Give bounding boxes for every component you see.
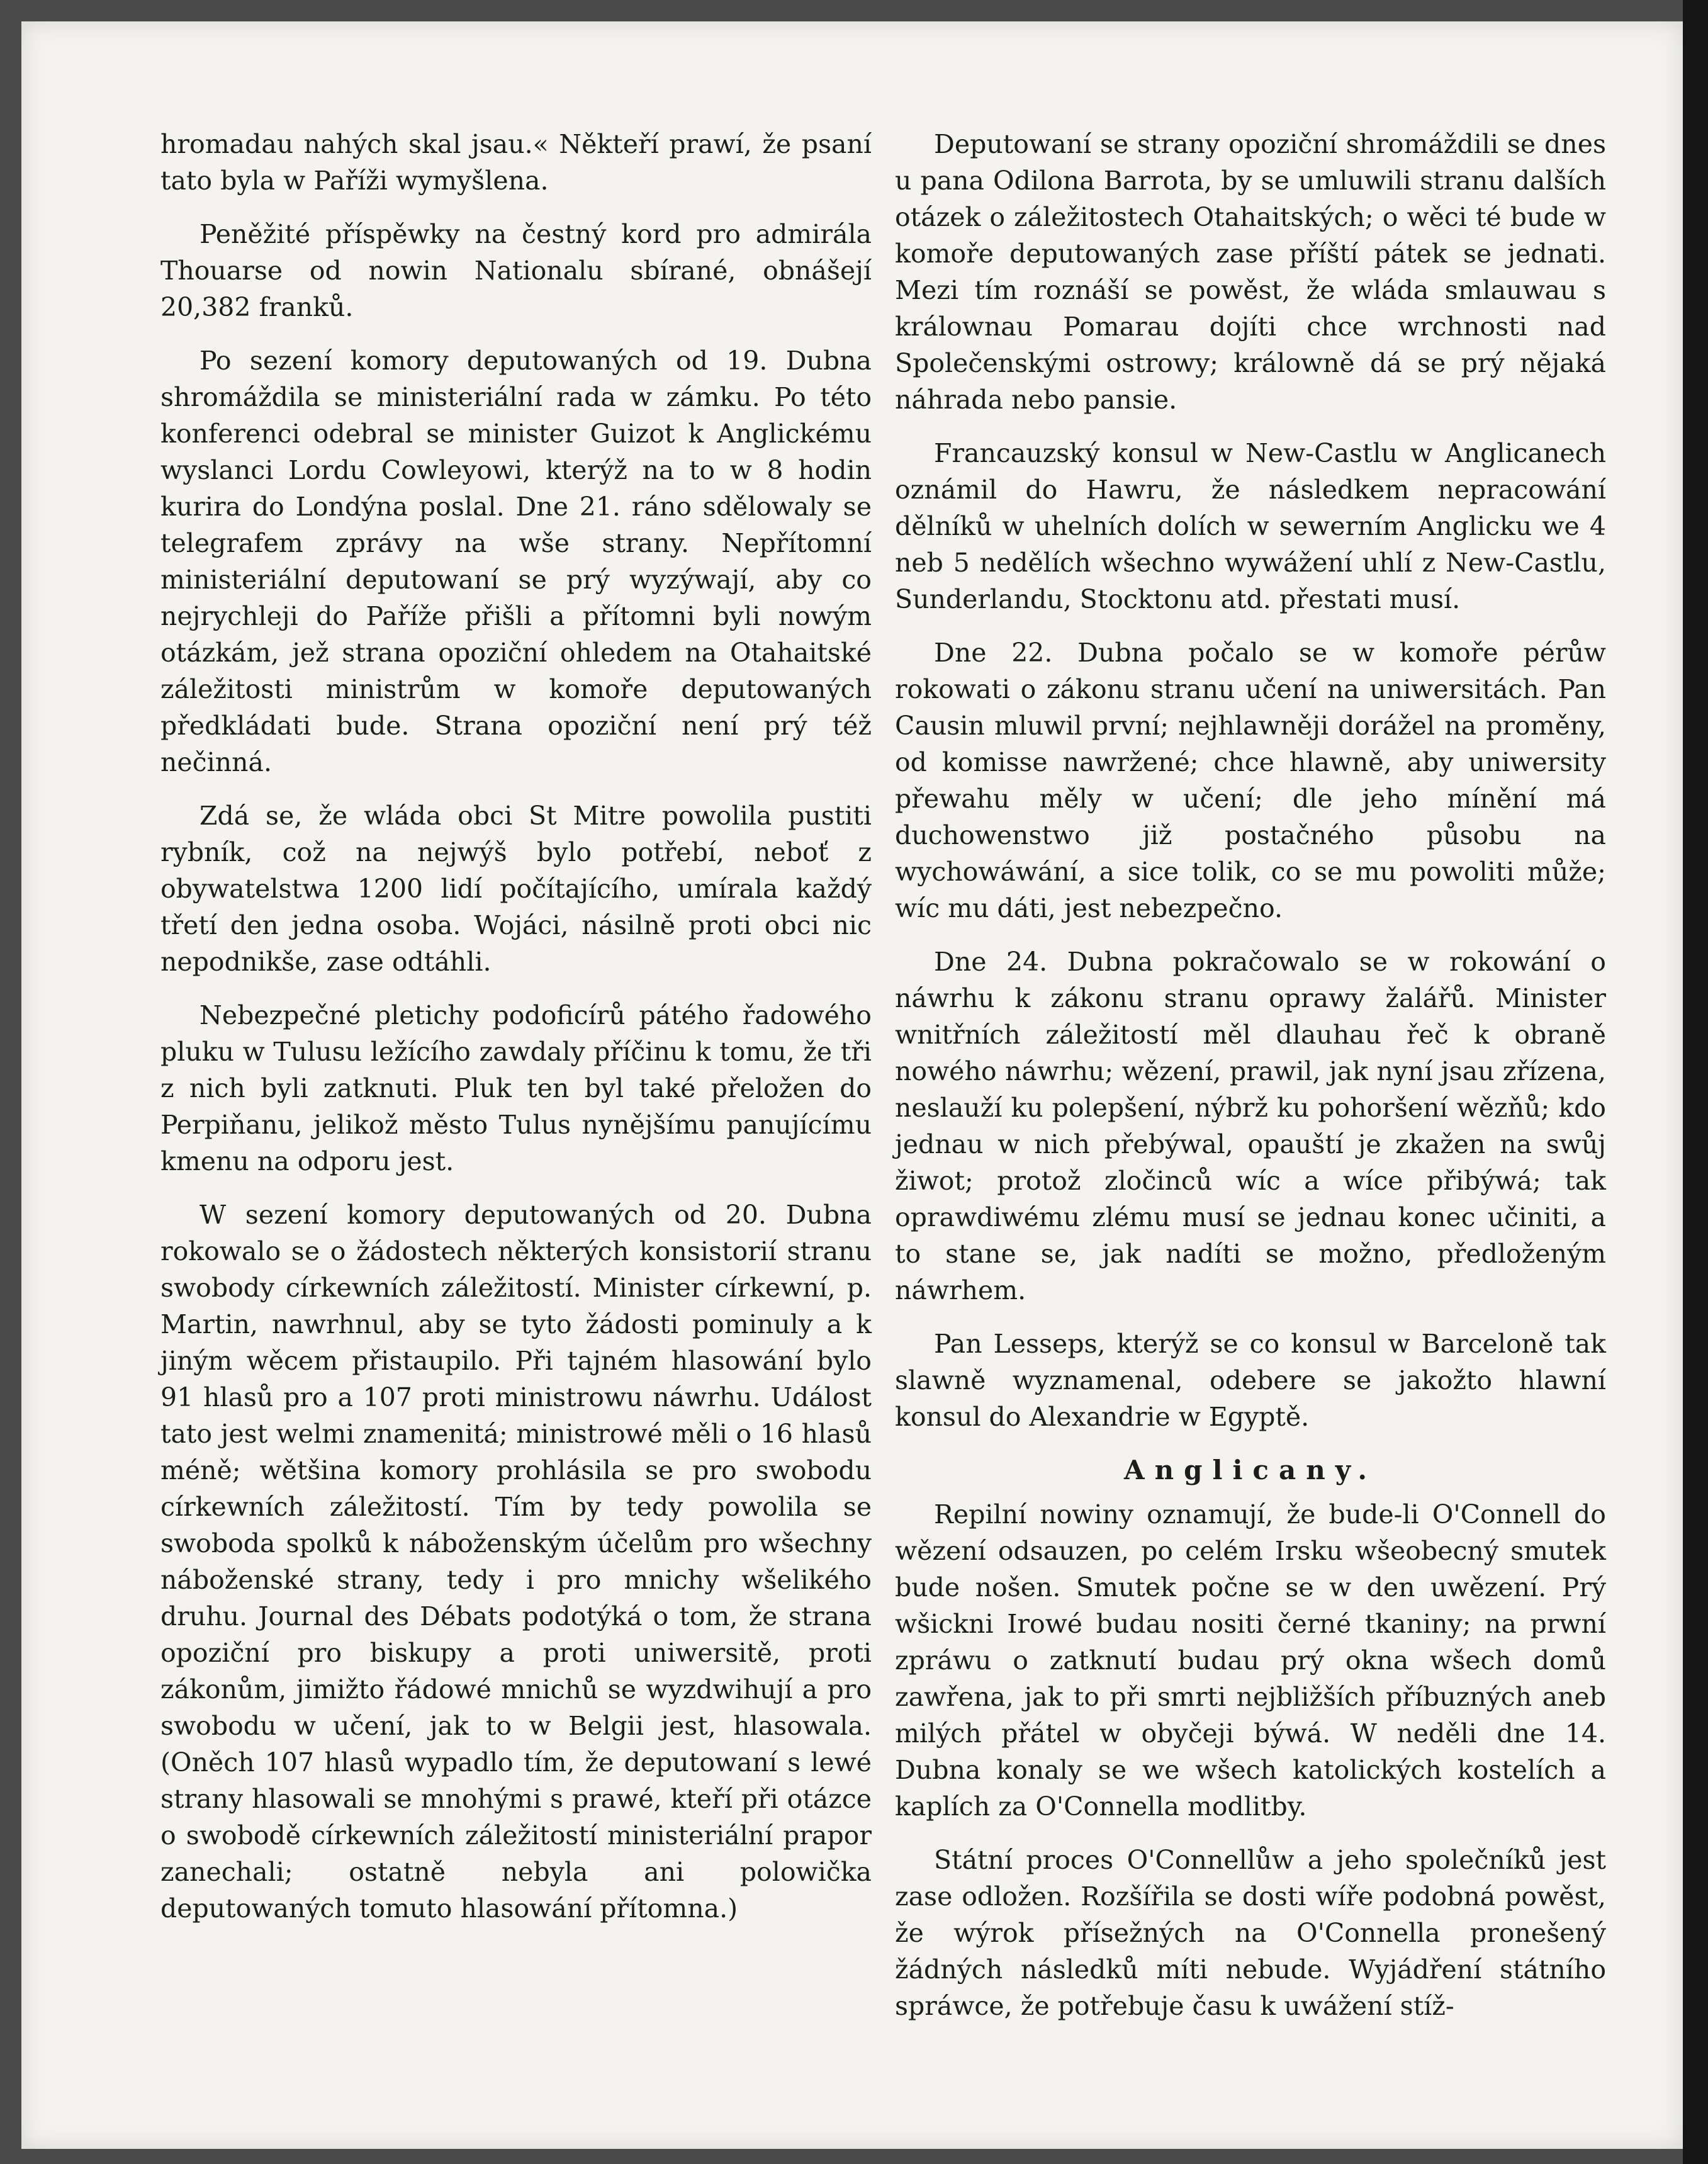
paragraph: Nebezpečné pletichy podoficírů pátého řadowého pluku w Tulusu ležícího zawdaly příčinu k tomu, že tři z nich byli zatknuti. Pluk ten byl také přeložen do Perpiňanu, jelikož město Tulus nynějšímu panujícímu kmenu na odporu jest.: [160, 1000, 872, 1176]
paragraph: hromadau nahých skal jsau.« Někteří prawí, že psaní tato byla w Paříži wymyšlena.: [160, 129, 872, 196]
paragraph: Státní proces O'Connellůw a jeho společníků jest zase odložen. Rozšířila se dosti wíře podobná powěst, že wýrok přísežných na O'Connella pronešený žádných následků míti nebude. Wyjádření státního spráwce, že potřebuje času k uwážení stíž-: [895, 1845, 1606, 2021]
paragraph: Pan Lesseps, kterýž se co konsul w Barceloně tak slawně wyznamenal, odebere se jakožto hlawní konsul do Alexandrie w Egyptě.: [895, 1329, 1606, 1432]
paragraph: Po sezení komory deputowaných od 19. Dubna shromáždila se ministeriální rada w zámku. Po této konferenci odebral se minister Guizot k Anglickému wyslanci Lordu Cowleyowi, kterýž na to w 8 hodin kurira do Londýna poslal. Dne 21. ráno sdělowaly se telegrafem zprávy na wše strany. Nepřítomní ministeriální deputowaní se prý wyzýwají, aby co nejrychleji do Paříže přišli a přítomni byli nowým otázkám, jež strana opoziční ohledem na Otahaitské záležitosti ministrům w komoře deputowaných předkládati bude. Strana opoziční není prý též nečinná.: [160, 346, 872, 777]
section-heading: Anglicany.: [1124, 1455, 1377, 1485]
paragraph: W sezení komory deputowaných od 20. Dubna rokowalo se o žádostech některých konsistorií stranu swobody církewních záležitostí. Minister církewní, p. Martin, nawrhnul, aby se tyto žádosti pominuly a k jiným wěcem přistaupilo. Při tajném hlasowání bylo 91 hlasů pro a 107 proti ministrowu náwrhu. Událost tato jest welmi znamenitá; ministrowé měli o 16 hlasů méně; wětšina komory prohlásila se pro swobodu církewních záležitostí. Tím by tedy powolila se swoboda spolků k náboženským účelům pro wšechny náboženské strany, tedy i pro mnichy wšelikého druhu. Journal des Débats podotýká o tom, že strana opoziční pro biskupy a proti uniwersitě, proti zákonům, jimižto řádowé mnichů se wyzdwihují a pro swobodu w učení, jak to w Belgii jest, hlasowala. (Oněch 107 hlasů wypadlo tím, že deputowaní s lewé strany hlasowali se mnohými s prawé, kteří při otázce o swobodě církewních záležitostí ministeriální prapor zanechali; ostatně nebyla ani polowička deputowaných tomuto hlasowání přítomna.): [160, 1200, 872, 1924]
left-column: [160, 126, 872, 1944]
scan-border: [1683, 0, 1708, 2164]
right-column: [895, 126, 1606, 2041]
paragraph: Dne 22. Dubna počalo se w komoře pérůw rokowati o zákonu stranu učení na uniwersitách. Pan Causin mluwil první; nejhlawněji dorážel na proměny, od komisse nawržené; chce hlawně, aby uniwersity přewahu měly w učení; dle jeho mínění má duchowenstwo již postačného působu na wychowáwání, a sice tolik, co se mu powoliti může; wíc mu dáti, jest nebezpečno.: [895, 638, 1606, 923]
paragraph: Repilní nowiny oznamují, že bude-li O'Connell do wězení odsauzen, po celém Irsku wšeobecný smutek bude nošen. Smutek počne se w den uwězení. Prý wšickni Irowé budau nositi černé tkaniny; na prwní zpráwu o zatknutí budau prý okna wšech domů zawřena, jak to při smrti nejbližších příbuzných aneb milých přátel w obyčeji býwá. W neděli dne 14. Dubna konaly se we wšech katolických kostelích a kaplích za O'Connella modlitby.: [895, 1499, 1606, 1822]
paragraph: Peněžité příspěwky na čestný kord pro admirála Thouarse od nowin Nationalu sbírané, obnášejí 20,382 franků.: [160, 219, 872, 322]
paragraph: Francauzský konsul w New-Castlu w Anglicanech oznámil do Hawru, že následkem nepracowání dělníků w uhelních dolích w sewerním Anglicku we 4 neb 5 nedělích wšechno wywážení uhlí z New-Castlu, Sunderlandu, Stocktonu atd. přestati musí.: [895, 438, 1606, 614]
paragraph: Deputowaní se strany opoziční shromáždili se dnes u pana Odilona Barrota, by se umluwili stranu dalších otázek o záležitostech Otahaitských; o wěci té bude w komoře deputowaných zase příští pátek se jednati. Mezi tím roznáší se powěst, že wláda smlauwau s králownau Pomarau dojíti chce wrchnosti nad Společenskými ostrowy; králowně dá se prý nějaká náhrada nebo pansie.: [895, 129, 1606, 415]
paragraph: Dne 24. Dubna pokračowalo se w rokowání o náwrhu k zákonu stranu oprawy žalářů. Minister wnitřních záležitostí měl dlauhau řeč k obraně nowého náwrhu; wězení, prawil, jak nyní jsau zřízena, neslauží ku polepšení, nýbrž ku pohoršení wězňů; kdo jednau w nich přebýwal, opauští je zkažen na swůj žiwot; protož zločinců wíc a wíce přibýwá; tak oprawdiwému zlému musí se jednau konec učiniti, a to stane se, jak nadíti se možno, předloženým náwrhem.: [895, 947, 1606, 1305]
paragraph: Zdá se, že wláda obci St Mitre powolila pustiti rybník, což na nejwýš bylo potřebí, neboť z obywatelstwa 1200 lidí počítajícího, umírala každý třetí den jedna osoba. Wojáci, násilně proti obci nic nepodnikše, zase odtáhli.: [160, 801, 872, 977]
